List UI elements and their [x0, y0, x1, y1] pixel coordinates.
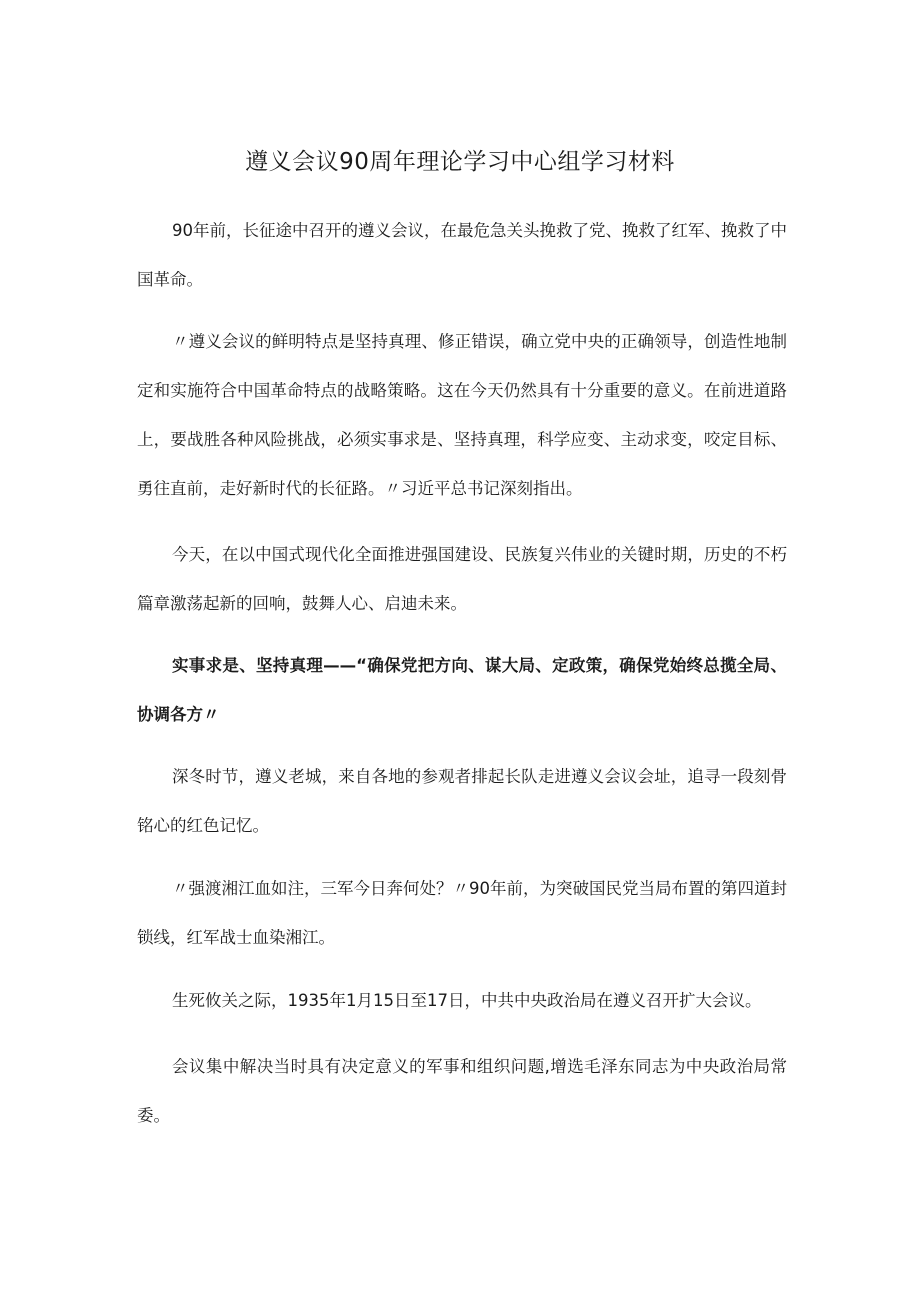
paragraph-winter: 深冬时节，遵义老城，来自各地的参观者排起长队走进遵义会议会址，追寻一段刻骨铭心的红色记忆。	[137, 767, 787, 835]
paragraph-quote: 〃遵义会议的鲜明特点是坚持真理、修正错误，确立党中央的正确领导，创造性地制定和实施符合中国革命特点的战略策略。这在今天仍然具有十分重要的意义。在前进道路上，要战胜各种风险挑战，必须实事求是、坚持真理，科学应变、主动求变，咬定目标、勇往直前，走好新时代的长征路。〃习近平总书记深刻指出。	[137, 332, 787, 498]
document-title: 遵义会议90周年理论学习中心组学习材料	[245, 149, 675, 175]
section-heading: 实事求是、坚持真理——“确保党把方向、谋大局、定政策，确保党始终总揽全局、协调各方〃	[137, 656, 787, 724]
paragraph-xiangjiang: 〃强渡湘江血如注，三军今日奔何处？〃90年前，为突破国民党当局布置的第四道封锁线，红军战士血染湘江。	[137, 879, 787, 947]
paragraph-meeting-date: 生死攸关之际，1935年1月15日至17日，中共中央政治局在遵义召开扩大会议。	[172, 991, 762, 1010]
paragraph-today: 今天，在以中国式现代化全面推进强国建设、民族复兴伟业的关键时期，历史的不朽篇章激荡起新的回响，鼓舞人心、启迪未来。	[137, 545, 787, 613]
paragraph-intro: 90年前，长征途中召开的遵义会议，在最危急关头挽救了党、挽救了红军、挽救了中国革命。	[137, 221, 787, 289]
paragraph-meeting-outcome: 会议集中解决当时具有决定意义的军事和组织问题,增选毛泽东同志为中央政治局常委。	[137, 1057, 787, 1125]
